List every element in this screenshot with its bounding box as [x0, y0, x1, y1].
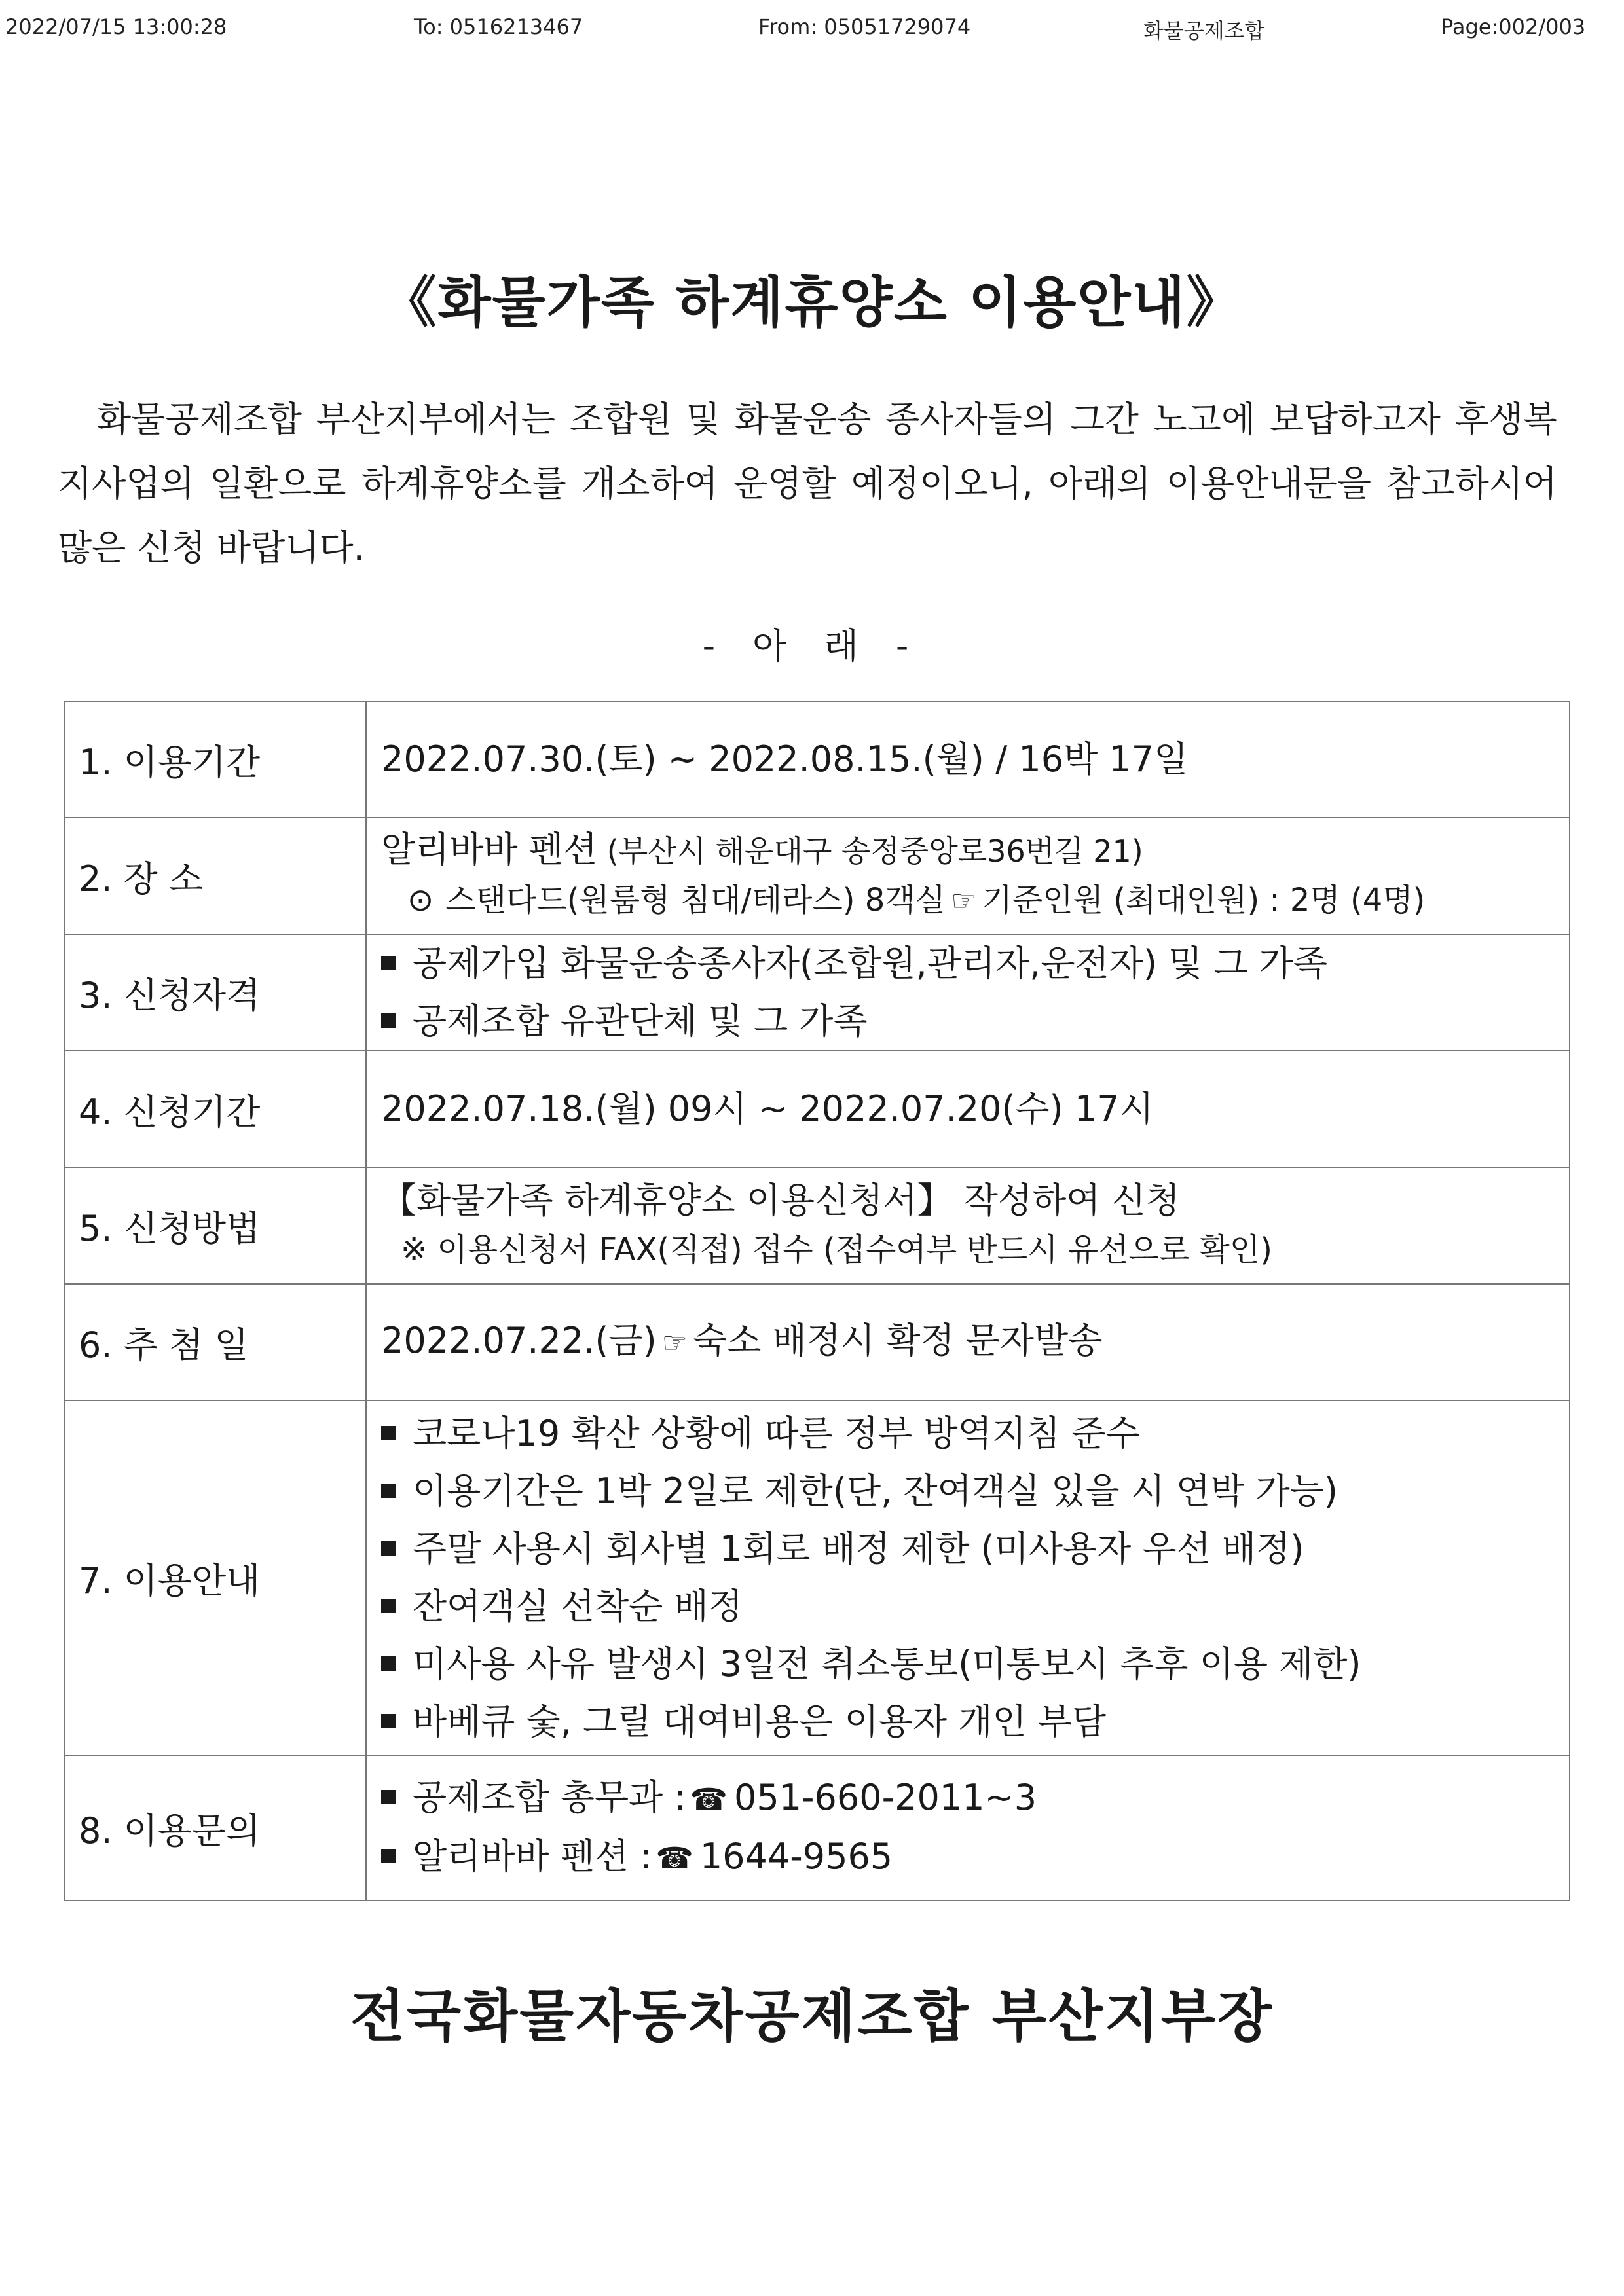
square-bullet-icon [381, 1656, 396, 1671]
fax-org: 화물공제조합 [1143, 18, 1265, 43]
draw-date-line [381, 1312, 1569, 1372]
draw-date: 2022.07.22.(금) [381, 1320, 657, 1361]
room-type: 스탠다드(원룸형 침대/테라스) 8객실 [445, 882, 946, 919]
signature-line: 전국화물자동차공제조합 부산지부장 [350, 1984, 1274, 2049]
location-line [381, 826, 1569, 875]
list-item [381, 1828, 1569, 1887]
method-note: ※ 이용신청서 FAX(직접) 접수 (접수여부 반드시 유선으로 확인) [401, 1231, 1272, 1268]
table-row-application-period [65, 1051, 1570, 1167]
square-bullet-icon [381, 1426, 396, 1440]
list-item [381, 1635, 1569, 1693]
list-item-text: 미사용 사유 발생시 3일전 취소통보(미통보시 추후 이용 제한) [413, 1643, 1361, 1685]
method-text: 【화물가족 하계휴양소 이용신청서】 작성하여 신청 [381, 1180, 1180, 1221]
list-item [381, 993, 1569, 1050]
table-row-period [65, 701, 1570, 818]
section-divider-label: - 아 래 - [702, 625, 922, 666]
pension-name: 알리바바 펜션 [381, 829, 598, 870]
row-content [366, 1400, 1570, 1755]
list-item [381, 1520, 1569, 1578]
period-text: 2022.07.30.(토) ~ 2022.08.15.(월) / 16박 17일 [381, 738, 1189, 780]
row-label: 3. 신청자격 [65, 934, 366, 1051]
contact-phone: 1644-9565 [699, 1836, 893, 1877]
square-bullet-icon [381, 1599, 396, 1613]
row-label: 4. 신청기간 [65, 1051, 366, 1167]
row-label: 6. 추 첨 일 [65, 1284, 366, 1400]
square-bullet-icon [381, 1541, 396, 1556]
table-row-inquiry [65, 1755, 1570, 1901]
row-content [366, 1051, 1570, 1167]
list-item [381, 1693, 1569, 1751]
table-row-usage-guide [65, 1400, 1570, 1755]
room-capacity: 기준인원 (최대인원) : 2명 (4명) [982, 882, 1426, 919]
square-bullet-icon [381, 1484, 396, 1498]
telephone-icon: ☎ [690, 1781, 728, 1817]
telephone-icon: ☎ [655, 1840, 693, 1876]
row-label: 8. 이용문의 [65, 1755, 366, 1901]
list-item-text: 바베큐 숯, 그릴 대여비용은 이용자 개인 부담 [413, 1701, 1107, 1742]
row-label: 5. 신청방법 [65, 1167, 366, 1284]
list-item-text: 공제조합 유관단체 및 그 가족 [413, 1000, 868, 1042]
row-label: 1. 이용기간 [65, 701, 366, 818]
list-item-text: 주말 사용시 회사별 1회로 배정 제한 (미사용자 우선 배정) [413, 1528, 1304, 1569]
row-label: 2. 장 소 [65, 818, 366, 934]
list-item [381, 1578, 1569, 1635]
application-period-text: 2022.07.18.(월) 09시 ~ 2022.07.20(수) 17시 [381, 1088, 1154, 1129]
pointing-hand-icon: ☞ [661, 1326, 688, 1360]
contact-name: 공제조합 총무과 : [413, 1777, 686, 1818]
room-line [381, 875, 1569, 926]
intro-paragraph: 화물공제조합 부산지부에서는 조합원 및 화물운송 종사자들의 그간 노고에 보답하고자 후생복지사업의 일환으로 하계휴양소를 개소하여 운영할 예정이오니, 아래의 이용안내문을 참고하시어 많은 신청 바랍니다. [58, 399, 1557, 568]
fax-from: From: 05051729074 [758, 14, 971, 39]
square-bullet-icon [381, 1849, 396, 1863]
row-content [366, 1284, 1570, 1400]
square-bullet-icon [381, 1790, 396, 1804]
list-item [381, 935, 1569, 993]
list-item-text: 이용기간은 1박 2일로 제한(단, 잔여객실 있을 시 연박 가능) [413, 1470, 1338, 1512]
list-item [381, 1769, 1569, 1828]
table-row-draw-date [65, 1284, 1570, 1400]
contact-name: 알리바바 펜션 : [413, 1836, 652, 1877]
circled-dot-icon: ⊙ [407, 882, 434, 919]
table-row-location [65, 818, 1570, 934]
row-content [366, 934, 1570, 1051]
list-item-text: 잔여객실 선착순 배정 [413, 1586, 743, 1627]
square-bullet-icon [381, 1714, 396, 1728]
table-row-eligibility [65, 934, 1570, 1051]
row-content [366, 1755, 1570, 1901]
table-row-application-method [65, 1167, 1570, 1284]
pension-address: (부산시 해운대구 송정중앙로36번길 21) [597, 833, 1143, 869]
info-table [64, 701, 1570, 1901]
list-item [381, 1405, 1569, 1463]
draw-date-note: 숙소 배정시 확정 문자발송 [693, 1320, 1103, 1361]
square-bullet-icon [381, 956, 396, 970]
document-title: 《화물가족 하계휴양소 이용안내》 [381, 270, 1243, 335]
fax-datetime: 2022/07/15 13:00:28 [5, 14, 227, 39]
fax-header [0, 12, 1624, 45]
pointing-hand-icon: ☞ [951, 884, 977, 918]
fax-page-number: Page:002/003 [1441, 14, 1586, 39]
square-bullet-icon [381, 1013, 396, 1028]
row-content [366, 701, 1570, 818]
row-content [366, 1167, 1570, 1284]
row-content [366, 818, 1570, 934]
contact-phone: 051-660-2011~3 [733, 1777, 1037, 1818]
row-label: 7. 이용안내 [65, 1400, 366, 1755]
list-item-text: 공제가입 화물운송종사자(조합원,관리자,운전자) 및 그 가족 [413, 943, 1328, 984]
list-item [381, 1463, 1569, 1520]
fax-to: To: 0516213467 [414, 14, 583, 39]
list-item-text: 코로나19 확산 상황에 따른 정부 방역지침 준수 [413, 1413, 1140, 1454]
